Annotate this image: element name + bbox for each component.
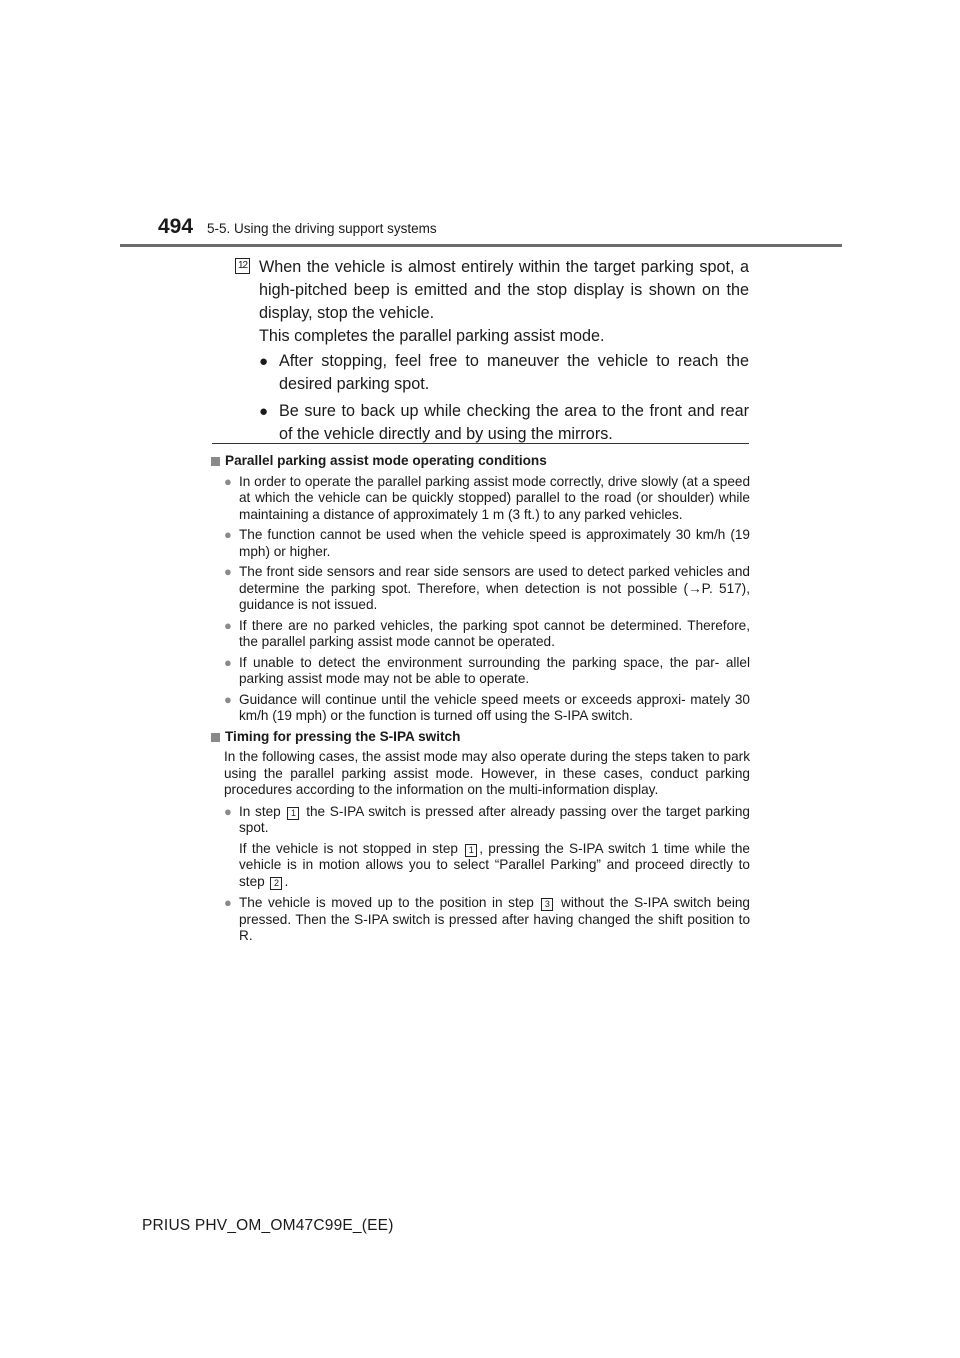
page-footer: PRIUS PHV_OM_OM47C99E_(EE) xyxy=(142,1217,394,1234)
note-item: ● If unable to detect the environment surrounding the parking space, the par- allel parking assist mode may not be able to operate. xyxy=(224,654,750,686)
note-item: ● Guidance will continue until the vehicle speed meets or exceeds approxi- mately 30 km/h (19 mph) or the function is turned off using the S-IPA switch. xyxy=(224,691,750,723)
bullet-icon: ● xyxy=(259,403,269,420)
step-number-box: 12 xyxy=(235,258,250,274)
note-heading-operating-conditions: Parallel parking assist mode operating conditions xyxy=(211,453,750,470)
note-item: ● The function cannot be used when the vehicle speed is approximately 30 km/h (19 mph) or higher. xyxy=(224,527,750,559)
note-sub-paragraph: If the vehicle is not stopped in step 1 , pressing the S-IPA switch 1 time while the vehicle is in motion allows you to select “Parallel Parking” and proceed directly to step 2 . xyxy=(239,840,750,889)
step-ref-box: 1 xyxy=(287,807,299,820)
step-ref-box: 1 xyxy=(465,844,477,857)
bullet-icon: ● xyxy=(259,353,269,370)
bullet-icon: ● xyxy=(224,895,232,910)
step-ref-box: 2 xyxy=(270,877,282,890)
step-bullet-1: ● After stopping, feel free to maneuver the vehicle to reach the desired parking spot. xyxy=(259,352,749,393)
step-bullets xyxy=(259,350,749,446)
bullet-icon: ● xyxy=(224,803,232,819)
bullet-icon: ● xyxy=(224,564,232,579)
notes-section xyxy=(211,453,750,949)
note-item: ● If there are no parked vehicles, the parking spot cannot be determined. Therefore, the parallel parking assist mode cannot be operated. xyxy=(224,617,750,649)
note-item: ● The front side sensors and rear side sensors are used to detect parked vehicles and determine the parking spot. Therefore, when detection is not possible (→P. 517), guidance is not issued. xyxy=(224,564,750,612)
bullet-icon: ● xyxy=(224,527,232,542)
step-body xyxy=(259,256,749,348)
bullet-icon: ● xyxy=(224,617,232,633)
note-item: ● In step 1 the S-IPA switch is pressed after already passing over the target parking spot. xyxy=(224,803,750,835)
note-intro: In the following cases, the assist mode may also operate during the steps taken to park using the parallel parking assist mode. However, in these cases, conduct parking procedures according to the information on the multi-information display. xyxy=(224,749,750,797)
bullet-icon: ● xyxy=(224,473,232,489)
bullet-icon: ● xyxy=(224,654,232,670)
header-rule xyxy=(120,244,842,247)
note-item: ● In order to operate the parallel parking assist mode correctly, drive slowly (at a speed at which the vehicle can be quickly stopped) parallel to the road (or shoulder) while maintaining a distance of approximately 1 m (3 ft.) to any parked vehicles. xyxy=(224,473,750,522)
step-line-2: This completes the parallel parking assist mode. xyxy=(259,327,605,345)
section-divider xyxy=(212,443,749,444)
step-ref-box: 3 xyxy=(541,898,553,911)
bullet-icon: ● xyxy=(224,691,232,707)
step-line-1: When the vehicle is almost entirely within the target parking spot, a high-pitched beep is emitted and the stop display is shown on the display, stop the vehicle. xyxy=(259,258,749,322)
step-bullet-2: ● Be sure to back up while checking the area to the front and rear of the vehicle directly and by using the mirrors. xyxy=(259,402,749,443)
step-12 xyxy=(235,256,749,450)
note-item: ● The vehicle is moved up to the position in step 3 without the S-IPA switch being pressed. Then the S-IPA switch is pressed after having changed the shift position to R. xyxy=(224,895,750,943)
note-heading-timing: Timing for pressing the S-IPA switch xyxy=(211,729,750,746)
square-marker-icon xyxy=(211,733,220,742)
page-number: 494 xyxy=(158,215,194,238)
section-title: 5-5. Using the driving support systems xyxy=(207,221,437,236)
square-marker-icon xyxy=(211,457,220,466)
